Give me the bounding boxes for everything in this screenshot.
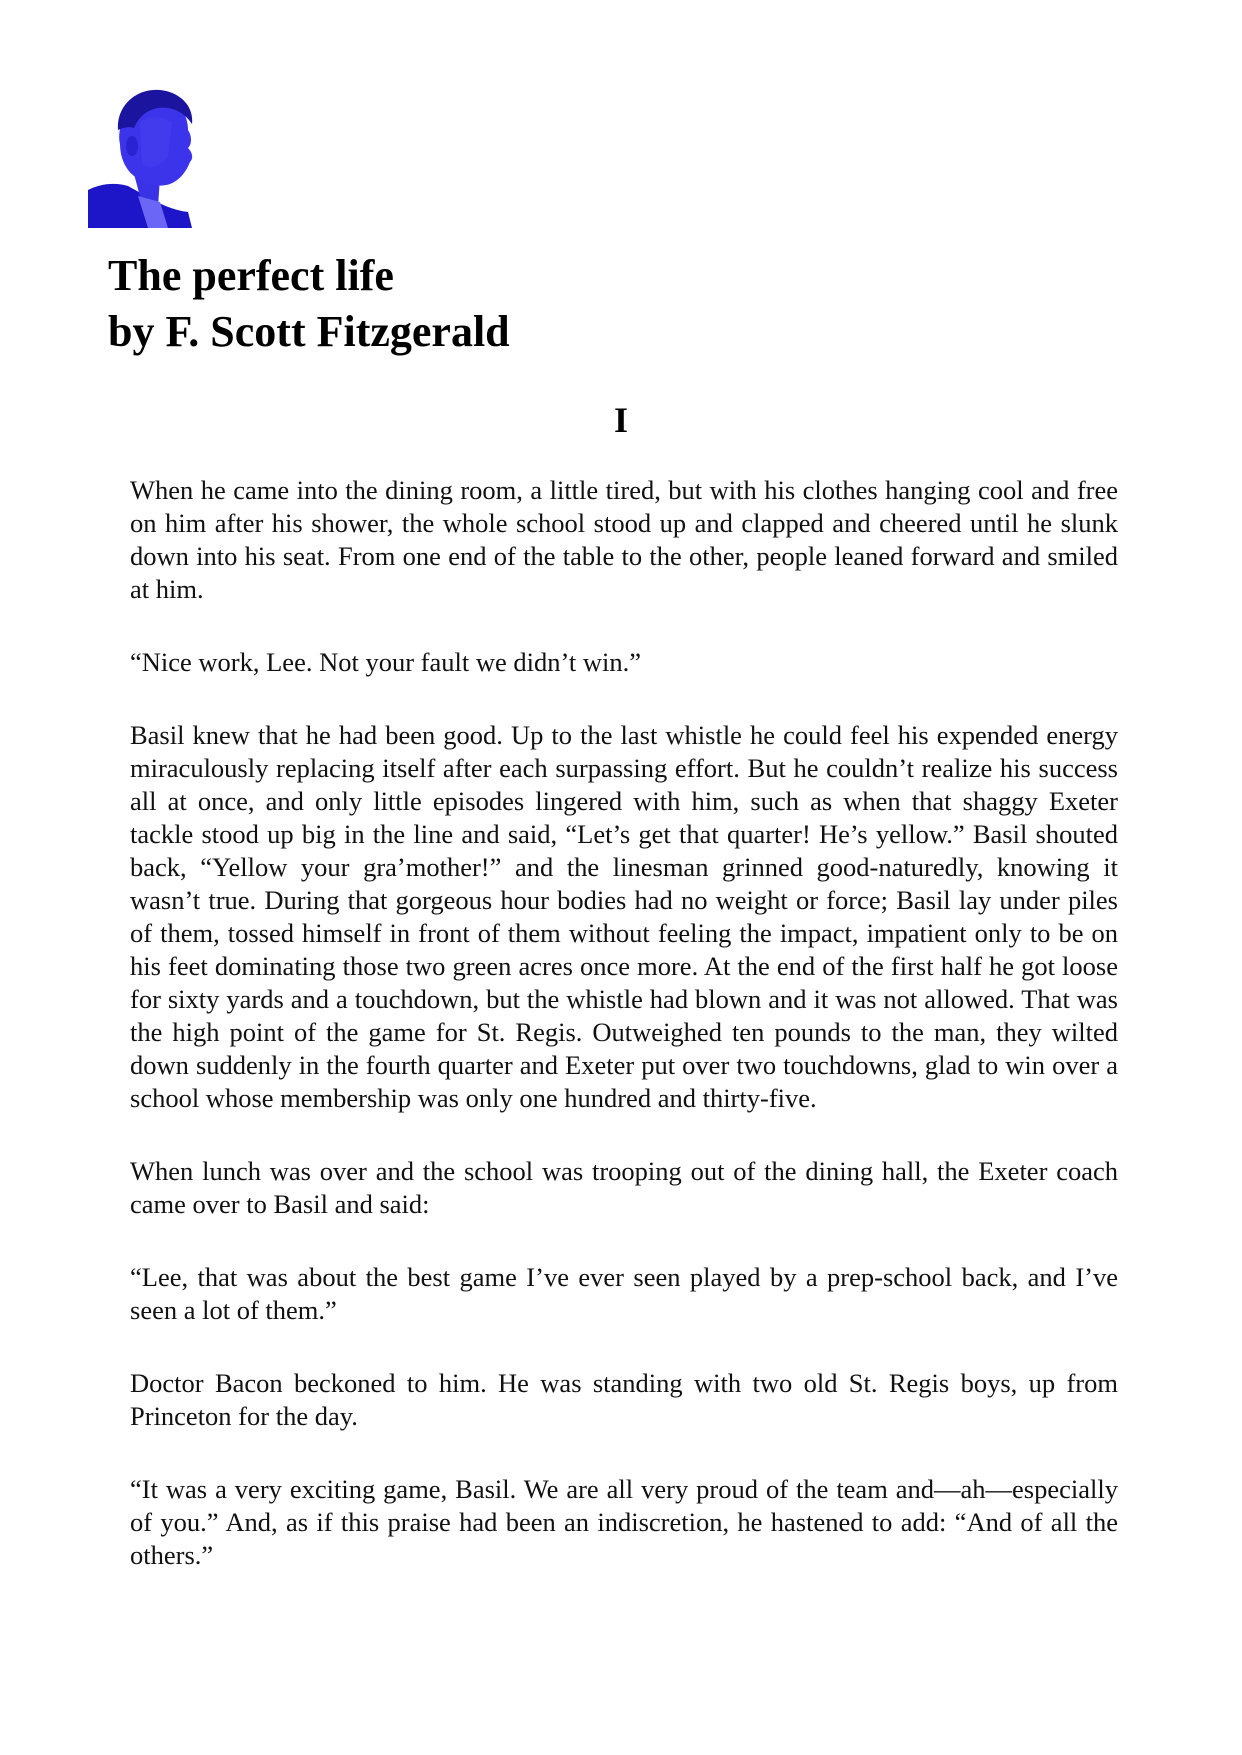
story-body [130, 474, 1118, 1612]
paragraph: “Lee, that was about the best game I’ve ever seen played by a prep-school back, and I’ve seen a lot of them.” [130, 1262, 1118, 1325]
document-title-block [108, 248, 510, 360]
paragraph: When he came into the dining room, a little tired, but with his clothes hanging cool and free on him after his shower, the whole school stood up and clapped and cheered until he slunk down into his seat. From one end of the table to the other, people leaned forward and smiled at him. [130, 475, 1118, 604]
paragraph: “Nice work, Lee. Not your fault we didn’t win.” [130, 647, 641, 677]
paragraph: When lunch was over and the school was trooping out of the dining hall, the Exeter coach came over to Basil and said: [130, 1156, 1118, 1219]
chapter-heading: I [613, 400, 628, 440]
paragraph: “It was a very exciting game, Basil. We are all very proud of the team and—ah—especially of you.” And, as if this praise had been an indiscretion, he hastened to add: “And of all the others.” [130, 1474, 1118, 1570]
author-portrait [88, 86, 200, 228]
paragraph: Doctor Bacon beckoned to him. He was standing with two old St. Regis boys, up from Princeton for the day. [130, 1368, 1118, 1431]
document-byline: by F. Scott Fitzgerald [108, 307, 510, 356]
paragraph: Basil knew that he had been good. Up to the last whistle he could feel his expended energy miraculously replacing itself after each surpassing effort. But he couldn’t realize his success all at once, and only little episodes lingered with him, such as when that shaggy Exeter tackle stood up big in the line and said, “Let’s get that quarter! He’s yellow.” Basil shouted back, “Yellow your gra’mother!” and the linesman grinned good-naturedly, knowing it wasn’t true. During that gorgeous hour bodies had no weight or force; Basil lay under piles of them, tossed himself in front of them without feeling the impact, impatient only to be on his feet dominating those two green acres once more. At the end of the first half he got loose for sixty yards and a touchdown, but the whistle had blown and it was not allowed. That was the high point of the game for St. Regis. Outweighed ten pounds to the man, they wilted down suddenly in the fourth quarter and Exeter put over two touchdowns, glad to win over a school whose membership was only one hundred and thirty-five. [130, 720, 1118, 1113]
document-title: The perfect life [108, 251, 394, 300]
